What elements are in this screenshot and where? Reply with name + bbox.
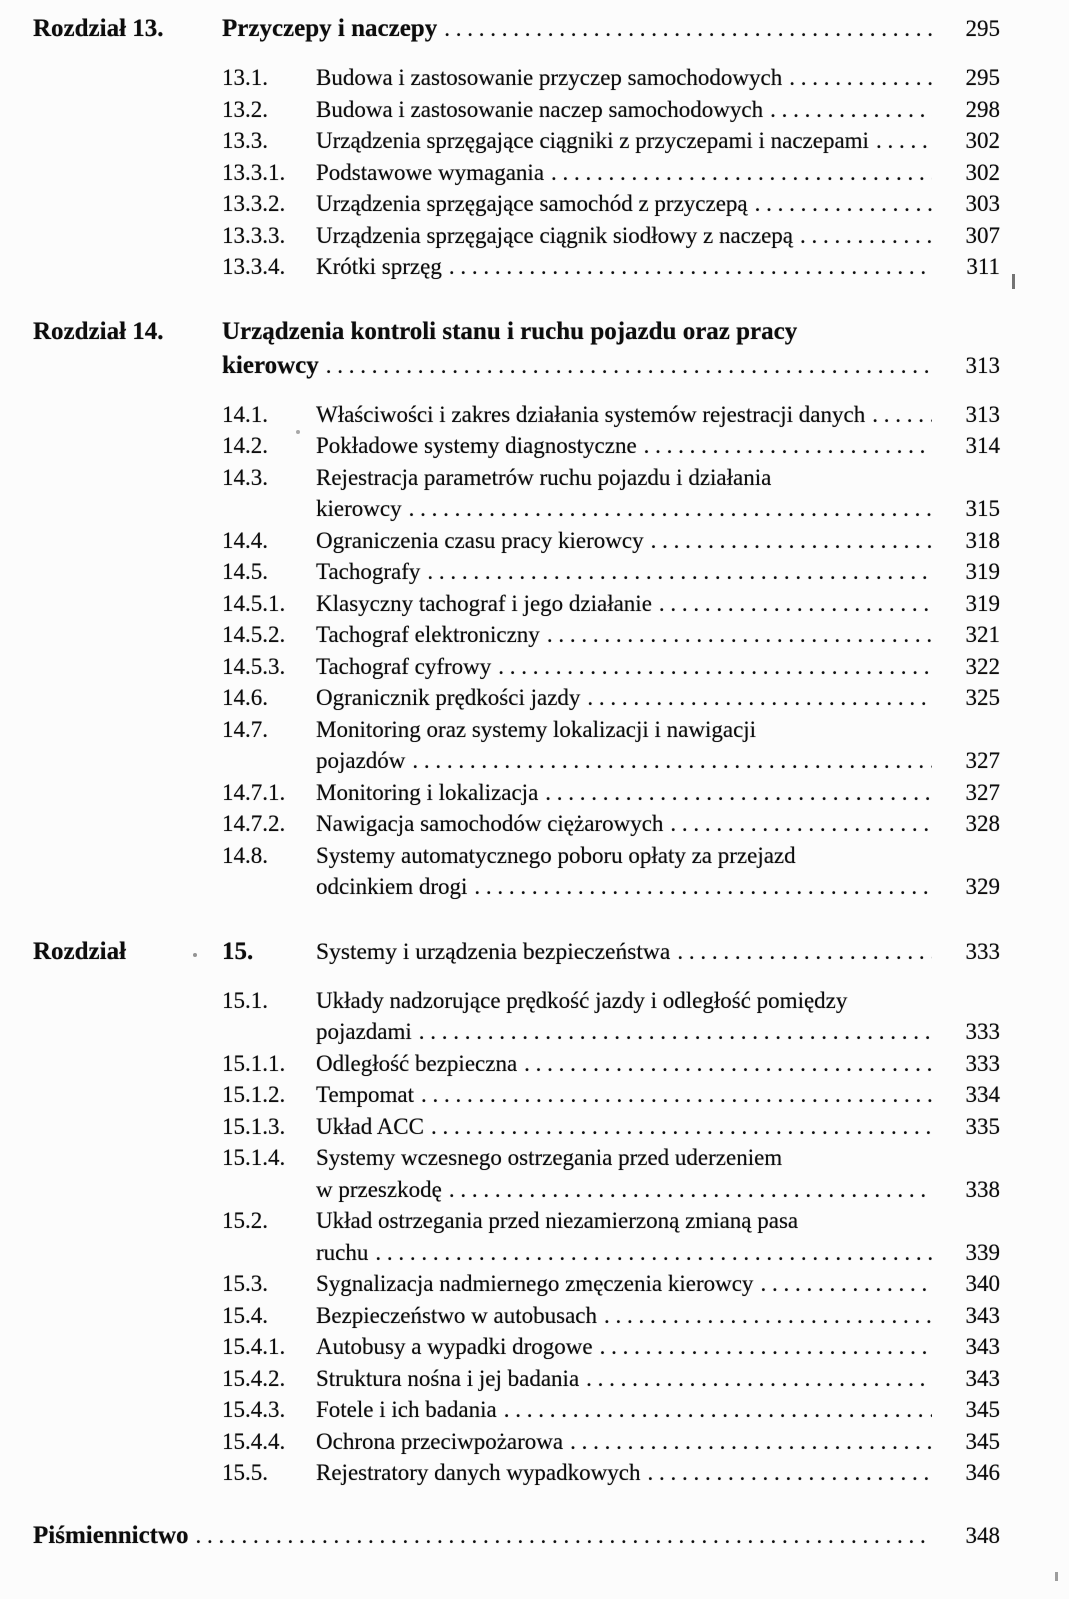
entry-body: [316, 430, 932, 462]
entry-title: Ogranicznik prędkości jazdy: [316, 685, 581, 710]
page-number: 333: [965, 1050, 1000, 1076]
entry-title: Pokładowe systemy diagnostyczne: [316, 433, 637, 458]
entry-number: 15.4.3.: [222, 1397, 286, 1422]
entry-body: [316, 935, 932, 969]
dot-leader-icon: [800, 220, 932, 252]
page-number: 307: [965, 222, 1000, 248]
page-number: 311: [966, 254, 1000, 279]
entry-number: 13.3.4.: [222, 254, 286, 279]
entry-number: 14.8.: [222, 842, 268, 868]
dot-leader-icon: [551, 157, 932, 189]
entry-number: 15.4.4.: [222, 1428, 286, 1454]
entry-title: Układ ostrzegania przed niezamierzoną zmianą pasa: [316, 1208, 799, 1233]
entry-body: [316, 1111, 932, 1143]
entry-number: 14.3.: [222, 464, 268, 490]
page-number: 334: [965, 1082, 1000, 1107]
entry-title: pojazdów: [316, 748, 406, 773]
entry-number: 15.2.: [222, 1208, 268, 1233]
entry-title: Tachografy: [316, 559, 421, 584]
toc-entry: [33, 1268, 1000, 1300]
dot-leader-icon: [498, 651, 932, 683]
dot-leader-icon: [545, 777, 932, 809]
entry-title: Urządzenia sprzęgające ciągniki z przyczepami i naczepami: [316, 128, 869, 153]
dot-leader-icon: [651, 525, 932, 557]
toc-entry: [33, 1048, 1000, 1080]
entry-number: 14.7.2.: [222, 811, 286, 836]
entry-title: Układ ACC: [316, 1113, 424, 1139]
scan-artifact: [193, 953, 197, 957]
chapter-block: [33, 12, 1000, 283]
toc-entry: [33, 1426, 1000, 1458]
entry-number: 13.3.2.: [222, 191, 286, 216]
entry-body: [316, 493, 932, 525]
page-number: 321: [965, 622, 1000, 647]
chapter-heading: [33, 12, 1000, 46]
page-number: 343: [965, 1302, 1000, 1328]
entry-title: Budowa i zastosowanie naczep samochodowych: [316, 96, 764, 122]
toc-entry: [33, 682, 1000, 714]
page-number: 295: [965, 65, 1000, 90]
page-number: 327: [965, 779, 1000, 805]
entry-title: ruchu: [316, 1239, 369, 1265]
entry-title: Klasyczny tachograf i jego działanie: [316, 590, 652, 616]
dot-leader-icon: [449, 1174, 932, 1206]
page-number: 340: [965, 1271, 1000, 1296]
entry-body: [316, 125, 932, 157]
entry-body: [316, 1016, 932, 1048]
dot-leader-icon: [474, 871, 932, 903]
entry-body: [316, 556, 932, 588]
entry-title: Autobusy a wypadki drogowe: [316, 1334, 593, 1359]
entry-body: [316, 985, 1000, 1017]
entry-title: Sygnalizacja nadmiernego zmęczenia kierowcy: [316, 1271, 754, 1296]
dot-leader-icon: [449, 251, 932, 283]
entry-number: 15.1.4.: [222, 1145, 286, 1170]
dot-leader-icon: [789, 62, 932, 94]
entry-body: [222, 315, 1000, 349]
entry-number: 14.5.1.: [222, 590, 286, 616]
toc-entry: [33, 588, 1000, 620]
entry-title: Urządzenia sprzęgające samochód z przyczepą: [316, 191, 748, 216]
dot-leader-icon: [600, 1331, 932, 1363]
toc-entry: [33, 462, 1000, 494]
page-number: 319: [965, 590, 1000, 616]
toc-entry: [33, 619, 1000, 651]
entry-body: [316, 651, 932, 683]
dot-leader-icon: [547, 619, 932, 651]
dot-leader-icon: [419, 1016, 932, 1048]
entry-number: 15.5.: [222, 1460, 268, 1485]
page-number: 335: [965, 1113, 1000, 1139]
toc-entry: [33, 399, 1000, 431]
entry-number: 14.2.: [222, 433, 268, 458]
toc-entry: [33, 871, 1000, 903]
entry-body: [316, 588, 932, 620]
entry-body: [316, 840, 1000, 872]
toc-entry: [33, 430, 1000, 462]
entry-number: 14.5.3.: [222, 653, 286, 679]
dot-leader-icon: [770, 94, 932, 126]
toc-entry: [33, 125, 1000, 157]
entry-number: 15.1.1.: [222, 1050, 286, 1076]
entry-body: [316, 1300, 932, 1332]
entry-body: [316, 1268, 932, 1300]
toc-entry: [33, 1079, 1000, 1111]
page-number: 328: [965, 811, 1000, 836]
table-of-contents: [33, 12, 1000, 1553]
toc-entry: [33, 777, 1000, 809]
dot-leader-icon: [876, 125, 932, 157]
chapter-title: Urządzenia kontroli stanu i ruchu pojazdu oraz pracy: [222, 317, 798, 345]
page-number: 327: [965, 748, 1000, 773]
entry-number: 14.5.2.: [222, 622, 286, 647]
page-number: 333: [965, 938, 1000, 964]
entry-body: [316, 777, 932, 809]
toc-entry: [33, 188, 1000, 220]
page-number: 325: [965, 685, 1000, 710]
entry-number: 13.3.: [222, 128, 268, 153]
entry-title: kierowcy: [316, 496, 402, 521]
toc-entry: [33, 840, 1000, 872]
entry-body: [316, 462, 1000, 494]
dot-leader-icon: [421, 1079, 932, 1111]
page-number: 302: [965, 128, 1000, 153]
page-number: 315: [965, 496, 1000, 521]
page-number: 329: [965, 874, 1000, 899]
entry-title: Systemy wczesnego ostrzegania przed uderzeniem: [316, 1145, 783, 1170]
back-matter-label: Piśmiennictwo: [33, 1521, 189, 1549]
entry-body: [316, 62, 932, 94]
dot-leader-icon: [872, 399, 932, 431]
page-number: 314: [965, 433, 1000, 458]
page-number: 302: [965, 159, 1000, 185]
entry-number: 13.3.3.: [222, 222, 286, 248]
toc-entry: [33, 94, 1000, 126]
toc-entry: [33, 62, 1000, 94]
toc-entry: [33, 1142, 1000, 1174]
entry-number: 15.4.1.: [222, 1334, 286, 1359]
entry-title: Krótki sprzęg: [316, 254, 442, 279]
entry-body: [316, 1048, 932, 1080]
entry-number: 14.7.: [222, 716, 268, 742]
entry-body: [33, 1519, 932, 1553]
entry-title: Podstawowe wymagania: [316, 159, 545, 185]
page-number: 348: [965, 1522, 1000, 1548]
page-number: 333: [965, 1019, 1000, 1044]
chapter-label: Rozdział: [33, 937, 127, 965]
toc-entry: [33, 556, 1000, 588]
entry-number: 15.: [222, 937, 254, 965]
entry-title: Ochrona przeciwpożarowa: [316, 1428, 564, 1454]
entry-body: [222, 349, 932, 383]
entry-title: Bezpieczeństwo w autobusach: [316, 1302, 598, 1328]
entry-title: Tempomat: [316, 1082, 415, 1107]
chapter-title: Przyczepy i naczepy: [222, 15, 438, 42]
toc-entry: [33, 1205, 1000, 1237]
toc-entry: [33, 1016, 1000, 1048]
entry-body: [316, 871, 932, 903]
page-number: 345: [965, 1428, 1000, 1454]
chapter-title: Systemy i urządzenia bezpieczeństwa: [316, 938, 671, 965]
entry-body: [316, 1426, 932, 1458]
entry-body: [316, 745, 932, 777]
chapter-heading: [33, 935, 1000, 969]
entry-body: [316, 525, 932, 557]
entry-body: [316, 1174, 932, 1206]
page-number: 295: [965, 16, 1000, 41]
chapter-heading: [33, 315, 1000, 349]
entry-number: 13.2.: [222, 96, 268, 122]
toc-entry: [33, 493, 1000, 525]
entry-number: 14.4.: [222, 527, 268, 553]
entry-number: 14.7.1.: [222, 779, 286, 805]
dot-leader-icon: [412, 745, 932, 777]
entry-title: Budowa i zastosowanie przyczep samochodowych: [316, 65, 783, 90]
entry-number: 14.5.: [222, 559, 268, 584]
chapter-entries: [33, 399, 1000, 903]
entry-body: [316, 399, 932, 431]
dot-leader-icon: [427, 556, 932, 588]
entry-title: Właściwości i zakres działania systemów rejestracji danych: [316, 401, 866, 427]
dot-leader-icon: [444, 12, 932, 46]
dot-leader-icon: [504, 1394, 932, 1426]
dot-leader-icon: [409, 493, 932, 525]
toc-entry: [33, 1237, 1000, 1269]
page-number: 339: [965, 1239, 1000, 1265]
entry-title: Struktura nośna i jej badania: [316, 1365, 580, 1391]
entry-title: Tachograf elektroniczny: [316, 622, 540, 647]
toc-entry: [33, 1111, 1000, 1143]
dot-leader-icon: [586, 1363, 932, 1395]
entry-title: odcinkiem drogi: [316, 874, 468, 899]
entry-title: pojazdami: [316, 1019, 412, 1044]
page-number: 343: [965, 1365, 1000, 1391]
entry-title: Fotele i ich badania: [316, 1397, 497, 1422]
entry-body: [316, 94, 932, 126]
entry-title: Monitoring oraz systemy lokalizacji i nawigacji: [316, 716, 757, 742]
entry-number: 15.3.: [222, 1271, 268, 1296]
dot-leader-icon: [570, 1426, 932, 1458]
entry-title: Monitoring i lokalizacja: [316, 779, 539, 805]
toc-entry: [33, 1394, 1000, 1426]
toc-entry: [33, 220, 1000, 252]
entry-title: w przeszkodę: [316, 1176, 442, 1202]
entry-title: Urządzenia sprzęgające ciągnik siodłowy z naczepą: [316, 222, 793, 248]
dot-leader-icon: [524, 1048, 932, 1080]
toc-entry: [33, 525, 1000, 557]
entry-body: [222, 12, 932, 46]
dot-leader-icon: [755, 188, 932, 220]
dot-leader-icon: [587, 682, 932, 714]
chapter-title: kierowcy: [222, 351, 319, 379]
dot-leader-icon: [644, 430, 932, 462]
entry-number: 14.1.: [222, 401, 268, 427]
entry-title: Rejestratory danych wypadkowych: [316, 1460, 641, 1485]
entry-title: Odległość bezpieczna: [316, 1050, 518, 1076]
toc-entry: [33, 1457, 1000, 1489]
entry-body: [316, 1331, 932, 1363]
scan-artifact: [296, 430, 300, 434]
dot-leader-icon: [760, 1268, 932, 1300]
toc-entry: [33, 1363, 1000, 1395]
dot-leader-icon: [604, 1300, 932, 1332]
page-number: 345: [965, 1397, 1000, 1422]
dot-leader-icon: [375, 1237, 932, 1269]
toc-entry: [33, 651, 1000, 683]
entry-body: [316, 714, 1000, 746]
entry-number: 15.4.2.: [222, 1365, 286, 1391]
dot-leader-icon: [196, 1519, 932, 1553]
entry-title: Układy nadzorujące prędkość jazdy i odległość pomiędzy: [316, 987, 848, 1013]
page-number: 346: [965, 1460, 1000, 1485]
dot-leader-icon: [431, 1111, 932, 1143]
entry-number: 15.4.: [222, 1302, 268, 1328]
chapter-entries: [33, 62, 1000, 283]
chapter-block: [33, 315, 1000, 903]
toc-entry: [33, 1331, 1000, 1363]
entry-title: Tachograf cyfrowy: [316, 653, 492, 679]
chapter-entries: [33, 985, 1000, 1489]
toc-entry: [33, 714, 1000, 746]
toc-entry: [33, 1300, 1000, 1332]
toc-entry: [33, 985, 1000, 1017]
entry-body: [316, 1142, 1000, 1174]
entry-body: [316, 682, 932, 714]
page-number: 322: [965, 653, 1000, 679]
entry-body: [316, 1237, 932, 1269]
chapter-label: Rozdział 14.: [33, 317, 164, 345]
dot-leader-icon: [326, 349, 932, 383]
chapter-heading: [33, 349, 1000, 383]
scan-artifact: [1055, 1572, 1058, 1581]
entry-number: 14.6.: [222, 685, 268, 710]
scan-artifact: [1012, 274, 1015, 289]
entry-number: 15.1.2.: [222, 1082, 286, 1107]
entry-number: 15.1.3.: [222, 1113, 286, 1139]
back-matter-entry: [33, 1519, 1000, 1553]
entry-number: 15.1.: [222, 987, 268, 1013]
page-number: 318: [965, 527, 1000, 553]
toc-entry: [33, 808, 1000, 840]
page-number: 319: [965, 559, 1000, 584]
entry-number: 13.1.: [222, 65, 268, 90]
entry-number: 13.3.1.: [222, 159, 286, 185]
entry-title: Nawigacja samochodów ciężarowych: [316, 811, 664, 836]
entry-body: [316, 188, 932, 220]
toc-entry: [33, 157, 1000, 189]
entry-body: [316, 1205, 1000, 1237]
entry-title: Ograniczenia czasu pracy kierowcy: [316, 527, 644, 553]
toc-entry: [33, 745, 1000, 777]
entry-body: [316, 251, 932, 283]
page-number: 343: [965, 1334, 1000, 1359]
chapter-label: Rozdział 13.: [33, 15, 164, 42]
entry-title: Systemy automatycznego poboru opłaty za przejazd: [316, 842, 796, 868]
dot-leader-icon: [670, 808, 932, 840]
entry-body: [316, 1079, 932, 1111]
entry-body: [316, 1394, 932, 1426]
chapter-block: [33, 935, 1000, 1489]
page-number: 303: [965, 191, 1000, 216]
page-number: 313: [965, 352, 1000, 378]
page-number: 313: [965, 401, 1000, 427]
entry-body: [316, 220, 932, 252]
entry-body: [316, 157, 932, 189]
page-number: 338: [965, 1176, 1000, 1202]
entry-body: [316, 1457, 932, 1489]
toc-entry: [33, 1174, 1000, 1206]
page-number: 298: [965, 96, 1000, 122]
entry-body: [316, 1363, 932, 1395]
dot-leader-icon: [647, 1457, 932, 1489]
entry-title: Rejestracja parametrów ruchu pojazdu i działania: [316, 464, 772, 490]
entry-body: [316, 808, 932, 840]
back-matter: [33, 1519, 1000, 1553]
dot-leader-icon: [677, 935, 932, 969]
toc-entry: [33, 251, 1000, 283]
dot-leader-icon: [659, 588, 932, 620]
entry-body: [316, 619, 932, 651]
